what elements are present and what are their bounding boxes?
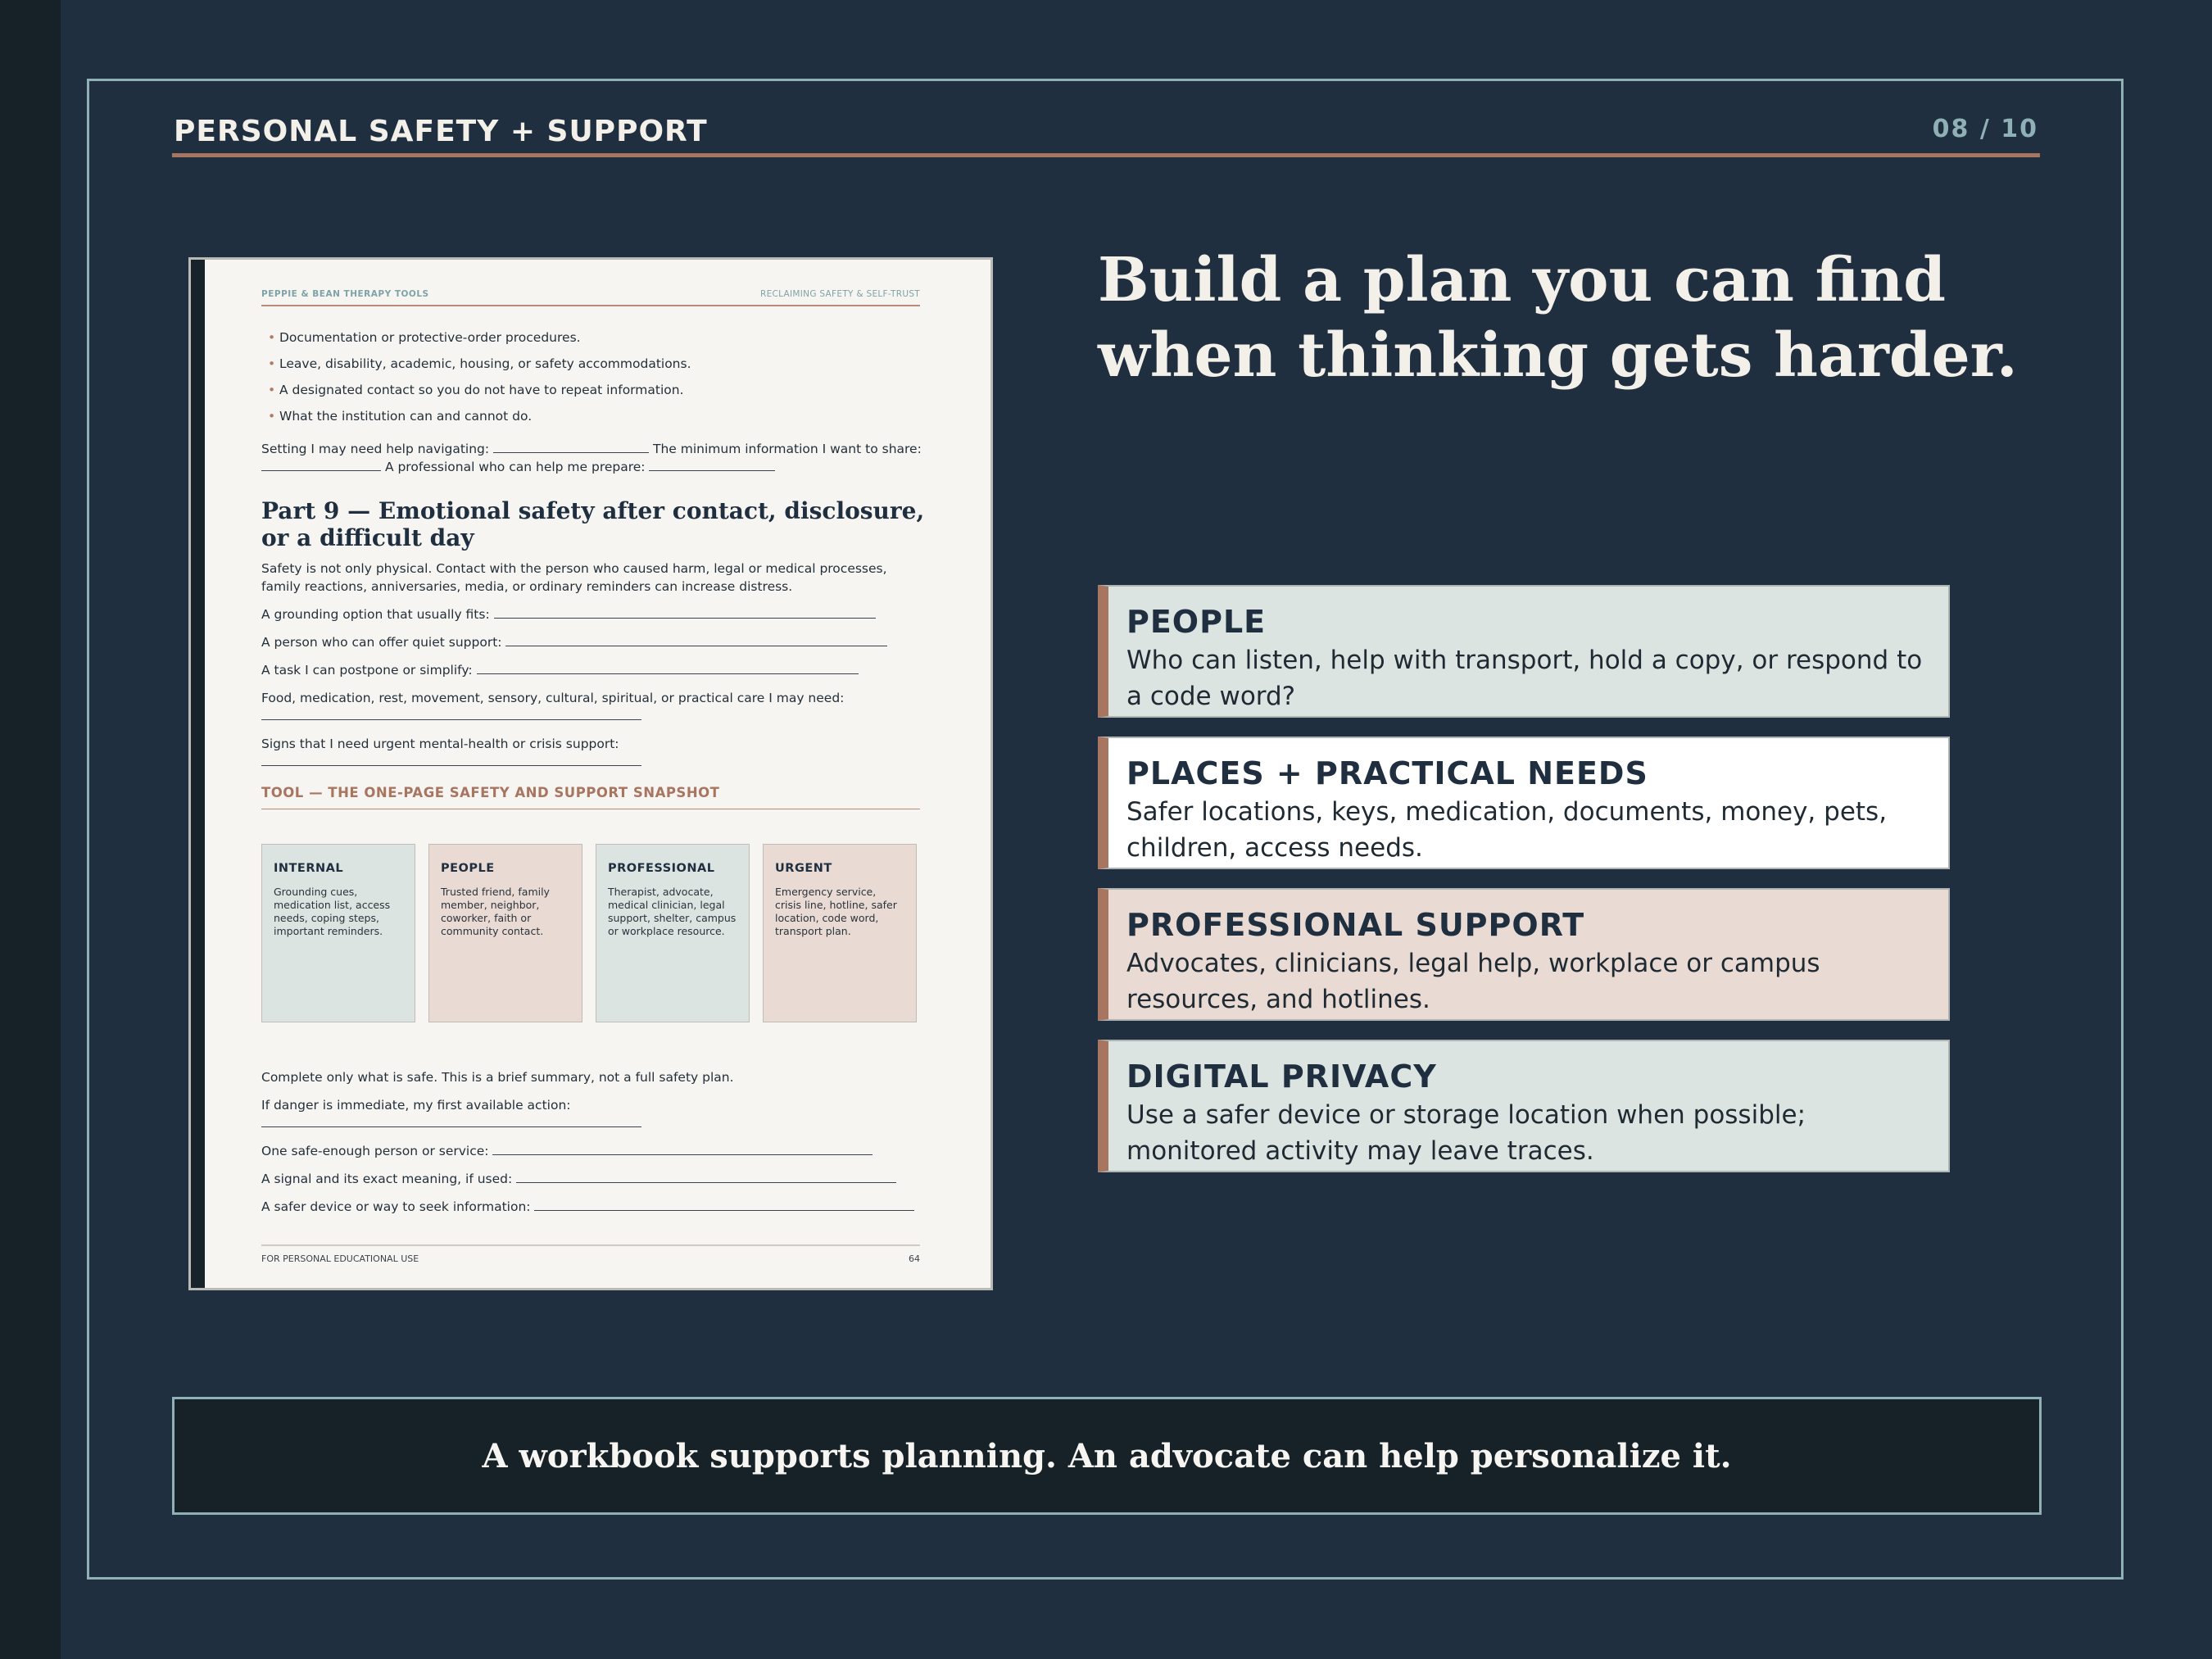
- setting-prompts: Setting I may need help navigating: The minimum information I want to share: A professional who can help me prepare:: [261, 442, 922, 474]
- list-item: • A designated contact so you do not have to repeat information.: [268, 383, 684, 397]
- fill-blank[interactable]: [493, 442, 649, 453]
- page-spine: [191, 260, 205, 1288]
- prompt-task: A task I can postpone or simplify:: [261, 661, 925, 689]
- list-item: • Documentation or protective-order procedures.: [268, 330, 581, 345]
- fill-blank[interactable]: [261, 460, 381, 471]
- page-top-rule: [261, 305, 920, 306]
- bullet-list: [261, 329, 925, 433]
- closing-note: Complete only what is safe. This is a brief summary, not a full safety plan.: [261, 1070, 734, 1085]
- slide-number: 08 / 10: [1932, 115, 2038, 143]
- category-description: Who can listen, help with transport, hold a copy, or respond to a code word?: [1126, 646, 1923, 711]
- closing-prompts: [261, 1068, 925, 1226]
- section-title: PERSONAL SAFETY + SUPPORT: [174, 115, 708, 148]
- prompt-safe-person: One safe-enough person or service:: [261, 1142, 925, 1170]
- category-card-professional: [1098, 888, 1950, 1021]
- category-description: Safer locations, keys, medication, documents, money, pets, children, access needs.: [1126, 797, 1888, 863]
- page-number: 64: [909, 1253, 920, 1264]
- snapshot-card-urgent: URGENT Emergency service, crisis line, hotline, safer location, code word, transport plan.: [763, 844, 917, 1022]
- fill-blank[interactable]: [477, 663, 859, 674]
- category-title: PROFESSIONAL SUPPORT: [1126, 907, 1585, 943]
- category-description: Use a safer device or storage location when possible; monitored activity may leave traces.: [1126, 1100, 1806, 1166]
- banner-text: A workbook supports planning. An advocate can help personalize it.: [482, 1436, 1732, 1475]
- fill-blank[interactable]: [261, 709, 641, 720]
- prompt-signal: A signal and its exact meaning, if used:: [261, 1170, 925, 1198]
- category-title: DIGITAL PRIVACY: [1126, 1058, 1437, 1095]
- header-divider: [172, 153, 2040, 157]
- page-footer-rule: [261, 1244, 920, 1246]
- category-title: PEOPLE: [1126, 604, 1267, 640]
- left-edge-strip: [0, 0, 61, 1659]
- prompt-danger: If danger is immediate, my first available action:: [261, 1096, 925, 1142]
- workbook-brand: PEPPIE & BEAN THERAPY TOOLS: [261, 289, 429, 299]
- tool-heading: TOOL — THE ONE-PAGE SAFETY AND SUPPORT SNAPSHOT: [261, 784, 920, 809]
- part-intro: Safety is not only physical. Contact with the person who caused harm, legal or medical processes, family reactions, anniversaries, media, or ordinary reminders can increase distress.: [261, 561, 887, 594]
- snapshot-cards: [261, 844, 920, 1022]
- prompt-person: A person who can offer quiet support:: [261, 633, 925, 661]
- list-item: • Leave, disability, academic, housing, or safety accommodations.: [268, 356, 691, 371]
- category-card-people: [1098, 585, 1950, 718]
- part-heading: Part 9 — Emotional safety after contact, disclosure, or a difficult day: [261, 497, 925, 551]
- category-card-digital-privacy: [1098, 1040, 1950, 1172]
- category-card-places: [1098, 737, 1950, 869]
- snapshot-card-internal: INTERNAL Grounding cues, medication list, access needs, coping steps, important reminders.: [261, 844, 415, 1022]
- fill-blank[interactable]: [516, 1172, 896, 1183]
- fill-blank[interactable]: [261, 755, 641, 766]
- workbook-body: [261, 329, 925, 1226]
- slide-headline: Build a plan you can find when thinking gets harder.: [1098, 245, 2018, 391]
- fill-blank[interactable]: [261, 1116, 641, 1127]
- workbook-running-head: RECLAIMING SAFETY & SELF-TRUST: [759, 289, 920, 299]
- fill-blank[interactable]: [505, 635, 887, 646]
- page-footer-note: FOR PERSONAL EDUCATIONAL USE: [261, 1253, 419, 1264]
- category-description: Advocates, clinicians, legal help, workplace or campus resources, and hotlines.: [1126, 949, 1820, 1014]
- snapshot-card-professional: PROFESSIONAL Therapist, advocate, medical clinician, legal support, shelter, campus or workplace resource.: [596, 844, 750, 1022]
- fill-blank[interactable]: [534, 1199, 914, 1211]
- prompt-device: A safer device or way to seek information:: [261, 1198, 925, 1226]
- list-item: • What the institution can and cannot do.: [268, 409, 533, 424]
- fill-blank[interactable]: [492, 1144, 873, 1155]
- prompt-signs: Signs that I need urgent mental-health or crisis support:: [261, 735, 925, 781]
- category-title: PLACES + PRACTICAL NEEDS: [1126, 755, 1648, 791]
- prompt-grounding: A grounding option that usually fits:: [261, 605, 925, 633]
- snapshot-card-people: PEOPLE Trusted friend, family member, neighbor, coworker, faith or community contact.: [428, 844, 582, 1022]
- fill-blank[interactable]: [649, 460, 775, 471]
- fill-blank[interactable]: [494, 607, 876, 619]
- prompt-care: Food, medication, rest, movement, sensory, cultural, spiritual, or practical care I may need:: [261, 689, 925, 735]
- bottom-banner: [172, 1397, 2042, 1515]
- workbook-page-preview: [188, 257, 993, 1290]
